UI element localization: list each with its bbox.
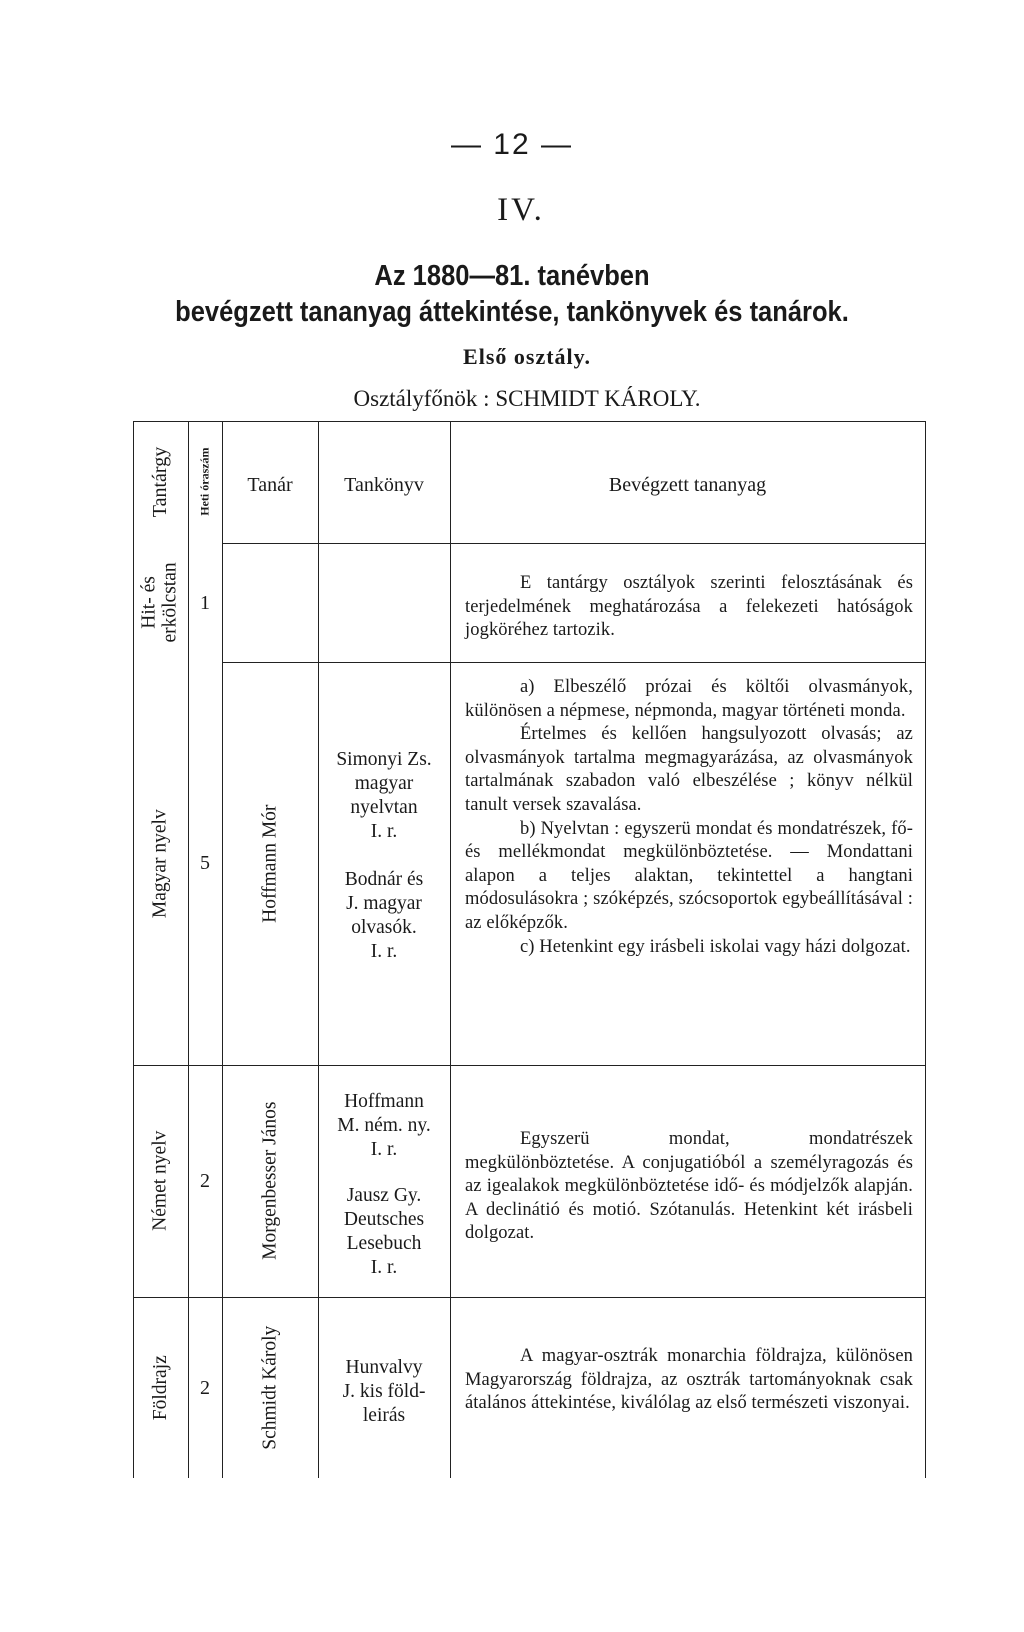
content-paragraph: b) Nyelvtan : egyszerü mondat és mondatrészek, fő- és mellékmondat megkülönböztetése. — Mondattani alapon a teljes alaktan, tekintettel a hangtani módosulásokra ; szóképzés, szócsoportok egybeállításával : az előképzők.: [465, 818, 913, 933]
header-bottom-rule: [222, 543, 925, 544]
textbook-line: Deutsches: [343, 1209, 425, 1230]
hours-cell: 1: [200, 592, 210, 614]
page-subtitle: bevégzett tananyag áttekintése, tankönyvek és tanárok.: [175, 296, 849, 328]
content-cell: [465, 572, 913, 643]
textbook-line: leirás: [362, 1405, 406, 1426]
content-paragraph: E tantárgy osztályok szerinti felosztásának és terjedelmének meghatározása a felekezeti hatóságok jogköréhez tartozik.: [465, 573, 913, 641]
textbook-spacer: [318, 844, 450, 868]
table-top-rule: [133, 421, 925, 422]
textbook-line: Hoffmann: [344, 1091, 424, 1112]
page-title: Az 1880—81. tanévben: [374, 260, 650, 292]
content-cell: [465, 1128, 913, 1246]
content-paragraph: a) Elbeszélő prózai és költői olvasmányok, különösen a népmese, népmonda, magyar történeti monda.: [465, 677, 913, 721]
content-paragraph: Értelmes és kellően hangsulyozott olvasás; az olvasmányok tartalma megmagyarázása, az olvasmányok tartalmának szabadon való elbeszélése ; könyv nélkül tanult versek szavalása.: [465, 724, 913, 815]
subject-cell-hungarian: Magyar nyelv: [149, 809, 171, 918]
page-number: — 12 —: [450, 128, 574, 161]
subject-cell-religion: Hit- és erkölcstan: [139, 562, 182, 643]
header-teacher: Tanár: [247, 474, 293, 496]
content-paragraph: Egyszerü mondat, mondatrészek megkülönböztetése. A conjugatióból a személyragozás és az igealakok megkülönböztetése idő- és módjelzők alapján. A declinátió és motió. Szótanulás. Hetenkint két irásbeli dolgozat.: [465, 1129, 913, 1244]
textbook-line: I. r.: [370, 941, 398, 962]
textbook-line: Lesebuch: [346, 1233, 422, 1254]
content-paragraph: c) Hetenkint egy irásbeli iskolai vagy házi dolgozat.: [520, 936, 911, 957]
header-content: Bevégzett tananyag: [608, 474, 767, 496]
content-cell: [465, 1345, 913, 1416]
textbook-cell: [318, 1090, 450, 1280]
teacher-cell: Morgenbesser János: [259, 1101, 281, 1261]
content-paragraph: A magyar-osztrák monarchia földrajza, különösen Magyarország földrajza, az osztrák tartományoknak csak átalános áttekintése, kiválólag az első természeti viszonyai.: [465, 1346, 913, 1414]
class-heading: Első osztály.: [463, 344, 591, 369]
textbook-line: I. r.: [370, 1257, 398, 1278]
teacher-cell: Hoffmann Mór: [259, 804, 281, 923]
textbook-cell: [318, 748, 450, 964]
textbook-line: Simonyi Zs.: [336, 749, 432, 770]
column-rule: [450, 421, 451, 1478]
column-rule: [925, 421, 926, 1478]
textbook-line: J. kis föld-: [342, 1381, 426, 1402]
subject-cell-geography: Földrajz: [149, 1355, 171, 1420]
header-subject: Tantárgy: [149, 446, 172, 518]
column-rule: [188, 421, 189, 1478]
textbook-cell: [318, 1356, 450, 1428]
textbook-line: olvasók.: [351, 917, 417, 938]
textbook-line: I. r.: [370, 821, 398, 842]
textbook-line: I. r.: [370, 1139, 398, 1160]
textbook-line: Bodnár és: [344, 869, 424, 890]
header-textbook: Tankönyv: [344, 474, 424, 496]
hours-cell: 2: [200, 1170, 210, 1192]
hours-cell: 5: [200, 852, 210, 874]
hours-cell: 2: [200, 1377, 210, 1399]
textbook-line: magyar: [354, 773, 414, 794]
teacher-cell: Schmidt Károly: [259, 1325, 281, 1450]
content-cell: [465, 676, 913, 959]
head-teacher: Osztályfőnök : SCHMIDT KÁROLY.: [353, 386, 701, 411]
header-weekly-hours: Heti óraszám: [197, 447, 212, 517]
row-rule: [222, 662, 925, 663]
textbook-line: nyelvtan: [350, 797, 418, 818]
textbook-line: Jausz Gy.: [346, 1185, 422, 1206]
section-number: IV.: [497, 192, 545, 228]
textbook-line: Hunvalvy: [345, 1357, 423, 1378]
textbook-line: J. magyar: [346, 893, 422, 914]
textbook-spacer: [318, 1162, 450, 1184]
textbook-line: M. ném. ny.: [337, 1115, 431, 1136]
subject-cell-german: Német nyelv: [149, 1130, 171, 1232]
